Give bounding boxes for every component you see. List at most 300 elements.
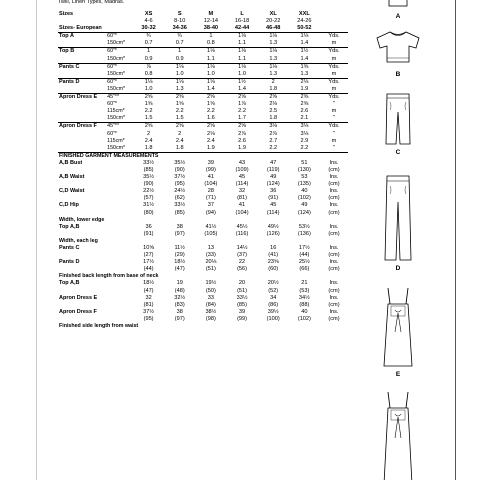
unit: m bbox=[331, 40, 337, 47]
yardage-value: 2⅝ bbox=[289, 94, 320, 102]
pants-c-sketch-icon bbox=[378, 90, 418, 148]
unit: Ins. bbox=[329, 280, 339, 287]
blank-cell bbox=[58, 18, 106, 25]
yardage-value: 2.6 bbox=[300, 108, 309, 115]
measurement-label: A,B Bust bbox=[59, 159, 83, 166]
unit: m bbox=[331, 55, 337, 62]
size-code: L bbox=[240, 11, 244, 17]
yardage-value: 2.1 bbox=[300, 115, 309, 122]
blank-cell bbox=[106, 160, 133, 167]
apron-dress-e-sketch-icon bbox=[376, 284, 420, 370]
measurement-cm: (81) bbox=[237, 195, 248, 202]
measurement-inches: 37½ bbox=[174, 174, 186, 181]
subsection-title: Finished side length from waist bbox=[59, 323, 139, 330]
blank-cell bbox=[58, 181, 106, 188]
unit: (cm) bbox=[328, 209, 340, 216]
garment-label: Apron Dress E bbox=[58, 94, 106, 102]
unit: Yds. bbox=[320, 33, 348, 41]
yardage-row bbox=[58, 101, 348, 108]
measurement-label: C,D Waist bbox=[59, 188, 85, 195]
measurement-cm: (104) bbox=[204, 181, 218, 188]
blank-cell bbox=[58, 71, 106, 79]
fabric-width: 150cm* bbox=[107, 115, 126, 122]
blank-cell bbox=[58, 195, 106, 202]
measurement-inches: 40 bbox=[301, 188, 308, 195]
yardage-value: 1⅛ bbox=[195, 48, 226, 56]
measurement-cm: (33) bbox=[205, 252, 216, 259]
yardage-value: 1.3 bbox=[269, 40, 278, 47]
measurement-cm: (102) bbox=[297, 195, 311, 202]
unit: Ins. bbox=[329, 294, 339, 301]
measurement-inches: 33½ bbox=[143, 159, 155, 166]
section-title: FINISHED GARMENT MEASUREMENTS bbox=[58, 152, 348, 160]
measurement-inches: 41 bbox=[238, 202, 246, 209]
measurement-label: Top A,B bbox=[59, 280, 80, 287]
unit: Yds. bbox=[320, 94, 348, 102]
yardage-value: 0.7 bbox=[144, 40, 153, 47]
blank-cell bbox=[106, 25, 133, 33]
size-us: 12-14 bbox=[203, 18, 219, 25]
yardage-value: 2.7 bbox=[269, 137, 278, 144]
yardage-value: 1⅛ bbox=[164, 63, 195, 71]
subsection-title: Width, lower edge bbox=[59, 216, 105, 223]
measurement-inches: 20½ bbox=[267, 280, 279, 287]
measurement-inches: 22½ bbox=[143, 188, 155, 195]
unit: Ins. bbox=[329, 159, 339, 166]
yardage-value: 1⅛ bbox=[195, 63, 226, 71]
garment-views-column bbox=[368, 0, 428, 480]
measurement-cm-row bbox=[58, 302, 348, 309]
measurement-inches: 35½ bbox=[143, 174, 155, 181]
yardage-value: 1 bbox=[195, 33, 226, 41]
blank-cell bbox=[106, 295, 133, 302]
measurement-row bbox=[58, 295, 348, 302]
measurement-cm-row bbox=[58, 167, 348, 174]
measurement-cm: (51) bbox=[205, 266, 216, 273]
blank-cell bbox=[106, 231, 133, 238]
measurement-cm: (84) bbox=[205, 301, 216, 308]
measurement-inches: 16 bbox=[270, 245, 277, 251]
measurement-inches: 49 bbox=[270, 174, 277, 181]
sizes-us-row bbox=[58, 18, 348, 25]
measurement-cm: (114) bbox=[266, 209, 280, 216]
blank-cell bbox=[320, 25, 348, 33]
measurement-inches: 45½ bbox=[236, 223, 248, 230]
unit: (cm) bbox=[328, 301, 340, 308]
blank-cell bbox=[58, 231, 106, 238]
measurement-cm: (53) bbox=[299, 287, 310, 294]
yardage-value: 1.8 bbox=[144, 144, 153, 151]
view-b bbox=[368, 28, 428, 78]
pants-d-sketch-icon bbox=[378, 172, 418, 264]
size-eu: 42-44 bbox=[234, 25, 250, 32]
unit: m bbox=[331, 85, 337, 92]
measurement-cm: (47) bbox=[143, 287, 154, 294]
top-a-sketch-icon bbox=[378, 0, 418, 12]
blank-cell bbox=[106, 259, 133, 266]
yardage-row bbox=[58, 123, 348, 131]
measurement-inches: 25½ bbox=[298, 259, 310, 266]
yardage-value: 1.9 bbox=[207, 144, 215, 151]
yardage-value: 1⅛ bbox=[289, 33, 320, 41]
yardage-value: 2⅝ bbox=[300, 101, 309, 108]
unit: " bbox=[332, 101, 335, 108]
measurement-inches: 32 bbox=[238, 188, 246, 195]
measurement-inches: 39 bbox=[207, 159, 214, 166]
measurement-cm: (27) bbox=[143, 252, 154, 259]
size-us: 16-18 bbox=[234, 18, 250, 25]
size-code: S bbox=[177, 11, 182, 17]
measurement-cm: (80) bbox=[143, 209, 154, 216]
blank-cell bbox=[106, 18, 133, 25]
measurement-inches: 19½ bbox=[205, 280, 217, 287]
measurement-inches: 43 bbox=[238, 159, 246, 166]
measurement-cm: (126) bbox=[266, 230, 280, 237]
yardage-value: 1.7 bbox=[238, 115, 246, 122]
measurement-inches: 33½ bbox=[174, 202, 186, 209]
yardage-value: 2.5 bbox=[269, 108, 278, 115]
measurement-inches: 45 bbox=[270, 202, 277, 209]
unit: (cm) bbox=[328, 181, 340, 188]
measurement-inches: 41 bbox=[207, 174, 214, 181]
size-eu: 38-40 bbox=[203, 25, 219, 32]
unit: Ins. bbox=[329, 245, 339, 251]
yardage-value: 1.4 bbox=[207, 85, 215, 92]
lower-edge-heading bbox=[58, 217, 348, 224]
yardage-value: 2.2 bbox=[300, 144, 309, 151]
yardage-row bbox=[58, 40, 348, 48]
yardage-value: 1⅛ bbox=[133, 78, 164, 86]
measurement-row bbox=[58, 309, 348, 316]
yardage-value: ¾ bbox=[133, 33, 164, 41]
fabric-width: 150cm* bbox=[107, 85, 126, 92]
size-us: 24-26 bbox=[297, 18, 312, 25]
measurement-inches: 39½ bbox=[267, 308, 279, 315]
yardage-value: 1.1 bbox=[207, 55, 215, 62]
blank-cell bbox=[106, 202, 133, 209]
measurement-inches: 37½ bbox=[143, 308, 155, 315]
measurement-inches: 13 bbox=[207, 245, 214, 251]
yardage-row bbox=[58, 86, 348, 94]
measurement-inches: 49 bbox=[301, 202, 308, 209]
measurement-inches: 17½ bbox=[298, 245, 310, 251]
size-us: 4-6 bbox=[144, 18, 153, 25]
yardage-row bbox=[58, 48, 348, 56]
measurement-label: Pants C bbox=[59, 245, 80, 251]
blank-cell bbox=[58, 288, 106, 295]
measurement-inches: 20⅛ bbox=[205, 259, 217, 266]
measurement-inches: 49½ bbox=[267, 223, 279, 230]
unit: (cm) bbox=[328, 287, 340, 294]
measurement-inches: 21 bbox=[301, 280, 308, 287]
fabric-suggestions-text: Twill, Linen Types, Madras. bbox=[58, 0, 125, 5]
measurement-cm: (105) bbox=[204, 230, 218, 237]
yardage-value: 2.2 bbox=[207, 108, 215, 115]
unit: (cm) bbox=[328, 266, 340, 273]
fabric-width: 45"** bbox=[106, 94, 133, 102]
yardage-row bbox=[58, 115, 348, 123]
measurement-cm: (60) bbox=[268, 266, 279, 273]
unit: Ins. bbox=[329, 202, 339, 209]
measurement-inches: 40 bbox=[301, 308, 308, 315]
measurement-cm: (66) bbox=[299, 266, 310, 273]
yardage-value: ⅞ bbox=[133, 63, 164, 71]
sizes-eu-label: Sizes- European bbox=[59, 25, 102, 32]
fabric-width: 60"* bbox=[107, 130, 117, 137]
size-us: 20-22 bbox=[266, 18, 281, 25]
fabric-width: 60"* bbox=[106, 48, 133, 56]
yardage-value: 1⅛ bbox=[226, 33, 257, 41]
yardage-value: 2⅛ bbox=[207, 130, 215, 137]
yardage-row bbox=[58, 108, 348, 115]
view-f bbox=[368, 388, 428, 480]
measurement-inches: 33½ bbox=[236, 294, 248, 301]
apron-dress-f-sketch-icon bbox=[376, 388, 420, 480]
measurement-inches: 36 bbox=[145, 223, 152, 230]
yardage-value: 2⅞ bbox=[269, 130, 278, 137]
unit: Ins. bbox=[329, 259, 339, 266]
yardage-value: 1 bbox=[133, 48, 164, 56]
measurement-inches: 33 bbox=[207, 294, 214, 301]
yardage-row bbox=[58, 63, 348, 71]
measurement-cm: (47) bbox=[174, 266, 185, 273]
measurement-cm: (114) bbox=[235, 181, 249, 188]
yardage-value: 0.9 bbox=[144, 55, 153, 62]
yardage-value: 1½ bbox=[289, 48, 320, 56]
yardage-value: 1.5 bbox=[144, 115, 153, 122]
view-label: D bbox=[395, 265, 401, 272]
garment-label: Top B bbox=[58, 48, 106, 56]
yardage-value: 0.7 bbox=[175, 40, 184, 47]
yardage-value: 1⅛ bbox=[258, 33, 289, 41]
measurement-cm: (62) bbox=[174, 195, 185, 202]
blank-cell bbox=[106, 245, 133, 252]
yardage-value: 2⅝ bbox=[226, 123, 257, 131]
blank-cell bbox=[58, 115, 106, 123]
fabric-width: 45"** bbox=[106, 123, 133, 131]
sizes-header-row bbox=[58, 11, 348, 18]
size-code: M bbox=[208, 11, 214, 17]
measurement-cm: (90) bbox=[143, 181, 154, 188]
yardage-value: 1.1 bbox=[238, 55, 246, 62]
blank-cell bbox=[106, 167, 133, 174]
measurement-cm: (98) bbox=[205, 315, 216, 322]
fabric-width: 150cm* bbox=[107, 55, 126, 62]
yardage-value: 1.0 bbox=[238, 70, 246, 77]
size-us: 8-10 bbox=[174, 18, 186, 25]
measurement-label: Pants D bbox=[59, 259, 80, 266]
yardage-value: 1.8 bbox=[175, 144, 184, 151]
size-eu: 30-32 bbox=[141, 25, 156, 32]
measurement-cm: (90) bbox=[174, 166, 185, 173]
blank-cell bbox=[58, 56, 106, 64]
fabric-width: 115cm* bbox=[107, 137, 125, 144]
measurement-cm: (71) bbox=[205, 195, 216, 202]
yardage-value: 2⅝ bbox=[226, 94, 257, 102]
measurement-inches: 38 bbox=[176, 223, 183, 230]
blank-cell bbox=[58, 101, 106, 108]
measurement-cm: (100) bbox=[266, 315, 280, 322]
size-eu: 46-48 bbox=[266, 25, 281, 32]
blank-cell bbox=[58, 167, 106, 174]
fabric-width: 60"* bbox=[106, 78, 133, 86]
yardage-value: 2⅝ bbox=[133, 123, 164, 131]
measurement-inches: 53½ bbox=[298, 223, 310, 230]
blank-cell bbox=[58, 40, 106, 48]
measurement-inches: 32 bbox=[145, 294, 152, 301]
fabric-width: 60"* bbox=[107, 101, 117, 108]
fabric-width: 60"* bbox=[106, 63, 133, 71]
yardage-value: 0.8 bbox=[144, 70, 153, 77]
view-label: A bbox=[395, 13, 401, 20]
measurement-cm: (136) bbox=[297, 230, 311, 237]
yardage-value: 2⅛ bbox=[289, 78, 320, 86]
fabric-width: 150cm* bbox=[107, 144, 126, 151]
blank-cell bbox=[58, 145, 106, 153]
unit: Ins. bbox=[329, 188, 339, 195]
fabric-width: 115cm* bbox=[107, 108, 125, 115]
measurement-row bbox=[58, 259, 348, 266]
blank-cell bbox=[58, 131, 106, 138]
yardage-measurement-table bbox=[58, 11, 348, 330]
unit: m bbox=[331, 108, 337, 115]
view-c bbox=[368, 90, 428, 156]
blank-cell bbox=[106, 266, 133, 273]
measurement-cm: (88) bbox=[299, 301, 310, 308]
garment-label: Apron Dress F bbox=[58, 123, 106, 131]
yardage-value: 2⅝ bbox=[195, 123, 226, 131]
measurement-row bbox=[58, 188, 348, 195]
measurement-cm: (95) bbox=[174, 181, 185, 188]
yardage-value: 1.1 bbox=[238, 40, 246, 47]
yardage-value: 1.4 bbox=[300, 40, 309, 47]
blank-cell bbox=[106, 316, 133, 323]
yardage-row bbox=[58, 131, 348, 138]
size-code: XL bbox=[269, 11, 277, 17]
measurement-label: A,B Waist bbox=[59, 174, 85, 181]
measurement-cm: (130) bbox=[297, 166, 311, 173]
measurement-inches: 11½ bbox=[174, 245, 185, 251]
yardage-value: 1.6 bbox=[207, 115, 215, 122]
measurement-cm: (91) bbox=[143, 230, 154, 237]
garment-label: Pants C bbox=[58, 63, 106, 71]
measurement-cm: (97) bbox=[174, 315, 185, 322]
yardage-row bbox=[58, 145, 348, 153]
blank-cell bbox=[106, 309, 133, 316]
measurement-row bbox=[58, 160, 348, 167]
yardage-value: 1.0 bbox=[144, 85, 153, 92]
yardage-value: 1½ bbox=[226, 78, 257, 86]
blank-cell bbox=[58, 316, 106, 323]
yardage-value: 2.4 bbox=[207, 137, 215, 144]
yardage-row bbox=[58, 138, 348, 145]
measurement-cm: (85) bbox=[174, 209, 185, 216]
measurement-cm: (44) bbox=[299, 252, 310, 259]
yardage-value: 1⅝ bbox=[289, 63, 320, 71]
measurement-label: Apron Dress F bbox=[59, 308, 97, 315]
measurement-row bbox=[58, 202, 348, 209]
fabric-width: 150cm* bbox=[107, 70, 126, 77]
view-d bbox=[368, 172, 428, 272]
measurement-inches: 22 bbox=[238, 259, 246, 266]
blank-cell bbox=[106, 302, 133, 309]
yardage-value: 3⅛ bbox=[300, 130, 309, 137]
yardage-value: 1.8 bbox=[269, 115, 278, 122]
measurement-label: Apron Dress E bbox=[59, 294, 98, 301]
unit: Yds. bbox=[320, 123, 348, 131]
yardage-row bbox=[58, 71, 348, 79]
yardage-value: 1.9 bbox=[238, 144, 246, 151]
measurement-cm: (41) bbox=[268, 252, 279, 259]
measurement-cm-row bbox=[58, 288, 348, 295]
measurement-cm-row bbox=[58, 210, 348, 217]
measurement-inches: 39 bbox=[238, 308, 246, 315]
measurement-cm: (124) bbox=[297, 209, 311, 216]
unit: (cm) bbox=[328, 252, 340, 259]
blank-cell bbox=[58, 108, 106, 115]
measurement-cm: (124) bbox=[266, 181, 280, 188]
unit: Ins. bbox=[329, 174, 339, 181]
yardage-value: 2 bbox=[258, 78, 289, 86]
unit: Yds. bbox=[320, 63, 348, 71]
measurement-cm: (56) bbox=[237, 266, 248, 273]
yardage-value: 2⅝ bbox=[195, 94, 226, 102]
yardage-value: 1⅞ bbox=[238, 101, 246, 108]
yardage-value: 1.3 bbox=[269, 55, 278, 62]
blank-cell bbox=[58, 210, 106, 217]
yardage-value: 2.4 bbox=[144, 137, 153, 144]
yardage-value: 1⅝ bbox=[144, 101, 153, 108]
yardage-value: 2 bbox=[178, 130, 182, 137]
measurement-inches: 45 bbox=[238, 174, 246, 181]
yardage-value: 2.9 bbox=[300, 137, 309, 144]
measurement-cm: (99) bbox=[237, 315, 248, 322]
measurement-inches: 35½ bbox=[174, 159, 186, 166]
measurement-inches: 18½ bbox=[174, 259, 186, 266]
measurement-cm: (95) bbox=[143, 315, 154, 322]
yardage-row bbox=[58, 33, 348, 41]
subsection-title: Finished back length from base of neck bbox=[59, 273, 159, 280]
measurement-inches: 19 bbox=[176, 280, 183, 287]
measurement-cm: (81) bbox=[143, 301, 154, 308]
unit: (cm) bbox=[328, 166, 340, 173]
view-a bbox=[368, 0, 428, 20]
yardage-value: 1 bbox=[164, 48, 195, 56]
measurement-row bbox=[58, 245, 348, 252]
measurement-inches: 10⅝ bbox=[143, 245, 155, 251]
page-edge-right bbox=[455, 0, 456, 480]
measurement-cm: (109) bbox=[235, 166, 249, 173]
size-eu: 34-36 bbox=[172, 25, 187, 32]
blank-cell bbox=[106, 288, 133, 295]
measurement-cm: (44) bbox=[143, 266, 154, 273]
unit: Ins. bbox=[329, 223, 339, 230]
size-code: XXL bbox=[298, 11, 310, 17]
yardage-value: 2.2 bbox=[144, 108, 153, 115]
measurement-inches: 31½ bbox=[143, 202, 155, 209]
unit: (cm) bbox=[328, 195, 340, 202]
measurement-cm: (91) bbox=[268, 195, 279, 202]
back-length-heading bbox=[58, 273, 348, 280]
unit: (cm) bbox=[328, 230, 340, 237]
yardage-value: 1⅛ bbox=[164, 78, 195, 86]
measurement-cm: (51) bbox=[237, 287, 248, 294]
yardage-value: 1⅛ bbox=[226, 63, 257, 71]
unit: " bbox=[332, 144, 335, 151]
yardage-value: 1.4 bbox=[238, 85, 246, 92]
blank-cell bbox=[106, 11, 133, 18]
blank-cell bbox=[106, 210, 133, 217]
